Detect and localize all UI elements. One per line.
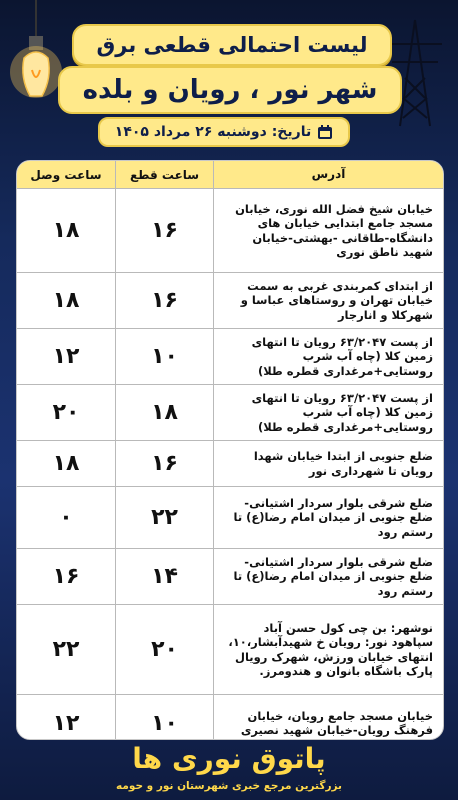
header-connect-time: ساعت وصل [30, 167, 102, 182]
row-address: نوشهر: بن چی کول حسن آباد سپاهود نور: رویان خ شهیدآبشار،۱۰، انتهای خیابان ورزش، شهرک رویال پارک باشگاه بانوان و هندومرز. [213, 605, 443, 694]
row-address: از ابتدای کمربندی غربی به سمت خیابان تهران و روستاهای عباسا و شهرکلا و انارجار [213, 273, 443, 328]
row-connect-time: ۱۲ [52, 344, 80, 369]
table-row [17, 329, 443, 385]
calendar-icon [317, 124, 333, 140]
row-connect-time: ۰ [59, 505, 73, 530]
table-row [17, 549, 443, 605]
row-address: ضلع شرقی بلوار سردار اشتیانی- ضلع جنوبی از میدان امام رضا(ع) تا رستم رود [213, 549, 443, 604]
outage-table [16, 160, 444, 740]
table-row [17, 441, 443, 487]
row-cut-time: ۲۲ [115, 487, 213, 548]
row-address: ضلع جنوبی از ابتدا خیابان شهدا رویان تا شهرداری نور [213, 441, 443, 486]
header-cut-time: ساعت قطع [115, 161, 213, 188]
row-cut-time: ۱۶ [115, 273, 213, 328]
row-connect-time: ۱۲ [52, 710, 80, 736]
row-cut-time: ۱۸ [115, 385, 213, 440]
row-address: از پست ۶۳/۲۰۴۷ رویان تا انتهای زمین کلا (چاه آب شرب روستایی+مرغداری قطره طلا) [213, 329, 443, 384]
row-cut-time: ۱۶ [115, 189, 213, 272]
row-connect-time: ۱۸ [52, 218, 80, 243]
table-header [17, 161, 443, 189]
title-banner [72, 24, 392, 66]
row-cut-time: ۱۶ [115, 441, 213, 486]
row-address: ضلع شرقی بلوار سردار اشتیانی- ضلع جنوبی از میدان امام رضا(ع) تا رستم رود [213, 487, 443, 548]
light-bulb-icon [6, 0, 66, 120]
row-connect-time: ۱۸ [52, 288, 80, 313]
date-text: تاریخ: دوشنبه ۲۶ مرداد ۱۴۰۵ [114, 124, 312, 140]
row-cut-time: ۱۴ [115, 549, 213, 604]
table-row [17, 487, 443, 549]
footer-tagline: بزرگترین مرجع خبری شهرستان نور و حومه [116, 780, 342, 792]
date-banner [98, 117, 350, 147]
subtitle-banner [58, 66, 402, 114]
row-cut-time: ۲۰ [115, 605, 213, 694]
table-row [17, 273, 443, 329]
page-subtitle: شهر نور ، رویان و بلده [82, 75, 378, 105]
row-connect-time: ۲۰ [52, 400, 80, 425]
table-row [17, 605, 443, 695]
table-row [17, 385, 443, 441]
row-connect-time: ۱۸ [52, 451, 80, 476]
table-row [17, 695, 443, 740]
row-address: از پست ۶۳/۲۰۴۷ رویان تا انتهای زمین کلا (چاه آب شرب روستایی+مرغداری قطره طلا) [213, 385, 443, 440]
row-address: خیابان شیخ فضل الله نوری، خیابان مسجد جامع ابتدایی خیابان های دانشگاه-طاقانی -بهشتی-خیابان شهید ناطق نوری [213, 189, 443, 272]
row-connect-time: ۲۲ [52, 637, 80, 662]
row-cut-time: ۱۰ [115, 329, 213, 384]
page-title: لیست احتمالی قطعی برق [96, 33, 368, 57]
header-address: آدرس [213, 161, 443, 188]
footer-brand: پاتوق نوری ها [132, 742, 326, 775]
table-row [17, 189, 443, 273]
row-cut-time: ۱۰ [115, 695, 213, 740]
row-connect-time: ۱۶ [52, 564, 80, 589]
row-address: خیابان مسجد جامع رویان، خیابان فرهنگ رویان-خیابان شهید نصیری [213, 695, 443, 740]
